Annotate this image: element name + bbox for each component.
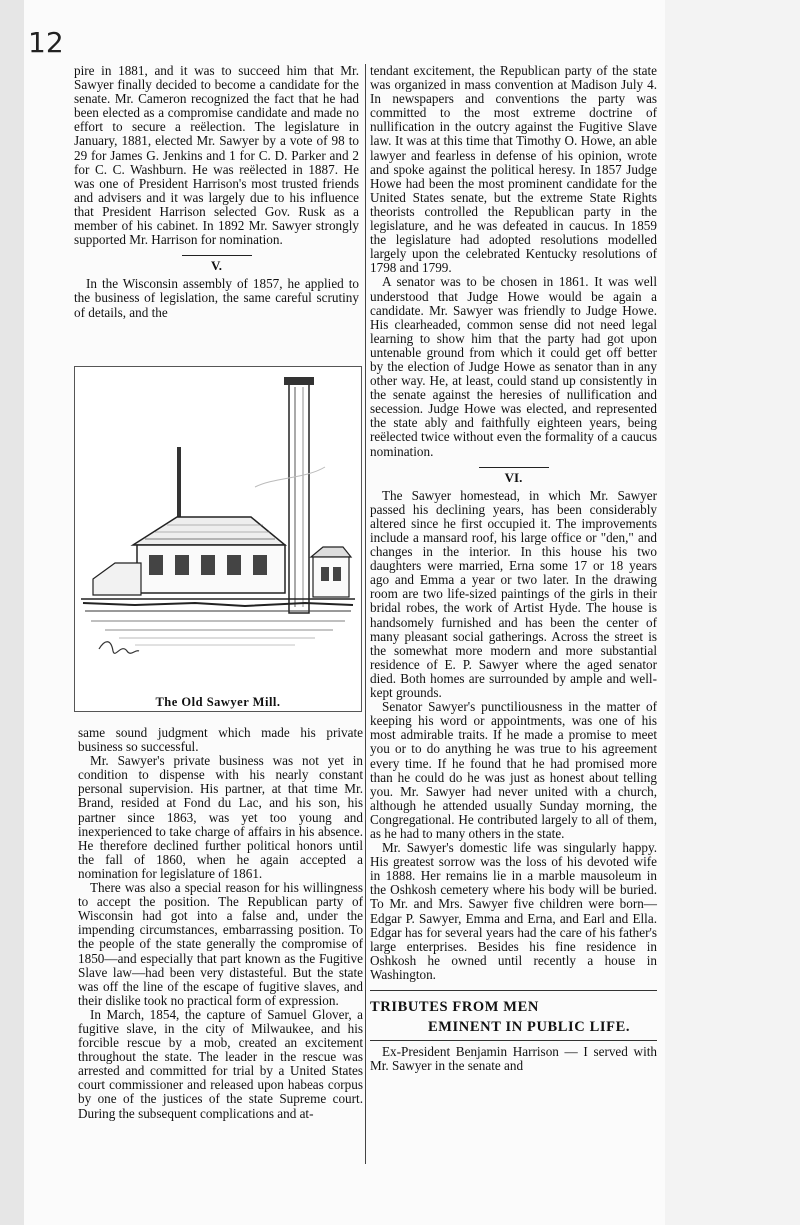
paragraph: In the Wisconsin assembly of 1857, he applied to the business of legislation, the same careful scrutiny of details, and the xyxy=(74,276,359,320)
paragraph: tendant excitement, the Republican party of the state was organized in mass convention at Madison July 4. In newspapers and conventions the party was committed to the most extreme doctrine of nullification in the outcry against the Fugitive Slave law. It was at this time that Timothy O. Howe, an able lawyer and fearless in defense of his opinion, wrote and spoke against the political heresy. In 1857 Judge Howe had been the most prominent candidate for the United States senate, but the extreme State Rights theorists controlled the Republican party in the legislature, and he was defeated in caucus. In 1859 the legislature had adopted resolutions modelled largely upon the celebrated Kentucky resolutions of 1798 and 1799. xyxy=(370,63,657,276)
left-column-bottom xyxy=(78,726,363,1121)
page-number: 12 xyxy=(28,26,64,59)
right-column xyxy=(370,64,657,1073)
paragraph: A senator was to be chosen in 1861. It was well understood that Judge Howe would be again a candidate. Mr. Sawyer was friendly to Judge Howe. His clearheaded, common sense did not need legal learning to show him that the party had got upon untenable ground from which it could get off better by the election of Judge Howe as senator than in any other way. He, at least, could stand up consistently in the senate against the heresies of nullification and secession. Judge Howe was elected, and represented the state ably and faithfully eighteen years, being reëlected twice without even the formality of a caucus nomination. xyxy=(370,274,657,459)
divider-rule xyxy=(182,255,252,256)
divider-rule xyxy=(479,467,549,468)
page-left-edge xyxy=(0,0,24,1225)
paragraph: pire in 1881, and it was to succeed him that Mr. Sawyer finally decided to become a candidate for the senate. Mr. Cameron recognized the fact that he had been elected as a compromise candidate and made no effort to secure a reëlection. The legislature in January, 1881, elected Mr. Sawyer by a vote of 98 to 29 for James G. Jenkins and 1 for C. D. Parker and 2 for C. C. Washburn. He was reëlected in 1887. He was one of President Harrison's most trusted friends and advisers and it was largely due to his influence that President Harrison selected Gov. Rusk as a member of his cabinet. In 1892 Mr. Sawyer strongly supported Mr. Harrison for nomination. xyxy=(74,63,359,248)
left-column-top xyxy=(74,64,359,320)
page-right-margin xyxy=(665,0,800,1225)
paragraph: same sound judgment which made his private business so successful. xyxy=(78,725,363,755)
heading-line-2: EMINENT IN PUBLIC LIFE. xyxy=(428,1019,631,1035)
heading-rule xyxy=(370,1040,657,1041)
section-number: V. xyxy=(211,258,222,274)
illustration-frame xyxy=(74,366,362,712)
paragraph: Mr. Sawyer's domestic life was singularly happy. His greatest sorrow was the loss of his devoted wife in 1888. Her remains lie in a marble mausoleum in the Oshkosh cemetery where his body will be buried. To Mr. and Mrs. Sawyer five children were born—Edgar P. Sawyer, Emma and Erna, and Earl and Ella. Edgar has for several years had the care of his father's large enterprises. Besides his fine residence in Oshkosh he owned until recently a house in Washington. xyxy=(370,840,657,982)
paragraph: Mr. Sawyer's private business was not yet in condition to dispense with his nearly constant personal supervision. His partner, at that time Mr. Brand, resided at Fond du Lac, and his son, his partner since 1863, was yet too young and inexperienced to take charge of affairs in his absence. He therefore declined further political honors until the fall of 1860, when he again accepted a nomination for legislature of 1861. xyxy=(78,753,363,881)
section-divider xyxy=(74,255,359,273)
paragraph: In March, 1854, the capture of Samuel Glover, a fugitive slave, in the city of Milwaukee, and his forcible rescue by a mob, created an excitement throughout the state. The leader in the rescue was arrested and committed for trial by a United States court commissioner and released upon habeas corpus by one of the justices of the state Supreme court. During the subsequent complications and at- xyxy=(78,1006,363,1121)
paragraph: The Sawyer homestead, in which Mr. Sawyer passed his declining years, has been considerably altered since he first occupied it. The improvements include a mansard roof, his large office or "den," and changes in the interior. In this house his two daughters were married, Erna some 17 or 18 years ago and Emma a year or two later. In the drawing room are two life-sized paintings of the girls in their bridal robes, the work of Artist Hyde. The house is handsomely furnished and has been the center of many pleasant social gatherings. Across the street is the somewhat more modern and more substantial residence of E. P. Sawyer where the aged senator died. Both homes are surrounded by ample and well-kept grounds. xyxy=(370,487,657,701)
paragraph: There was also a special reason for his willingness to accept the position. The Republican party of Wisconsin had got into a false and, under the impending circumstances, embarrassing position. To the people of the state generally the compromise of 1850—and especially that part known as the Fugitive Slave law—had been very distasteful. But the state was off the line of the escape of fugitive slaves, and their dislike took no practical form of expression. xyxy=(78,880,363,1008)
section-divider xyxy=(370,467,657,485)
heading-line-1: TRIBUTES FROM MEN xyxy=(370,999,539,1015)
section-heading xyxy=(370,997,657,1037)
illustration-caption: The Old Sawyer Mill. xyxy=(155,695,281,709)
heading-rule xyxy=(370,990,657,991)
section-number: VI. xyxy=(504,469,523,485)
mill-illustration xyxy=(75,367,361,687)
column-rule xyxy=(365,64,366,1164)
paragraph: Ex-President Benjamin Harrison — I served with Mr. Sawyer in the senate and xyxy=(370,1044,657,1074)
paragraph: Senator Sawyer's punctiliousness in the matter of keeping his word or appointments, was one of his most admirable traits. If he made a promise to meet you or to do anything he was true to his agreement every time. If he found that he had promised more than he could do he was just as honest about telling you. Mr. Sawyer had never united with a church, although he attended usually Sunday morning, the Congregational. He contributed largely to all of them, as he had to many others in the state. xyxy=(370,699,657,841)
